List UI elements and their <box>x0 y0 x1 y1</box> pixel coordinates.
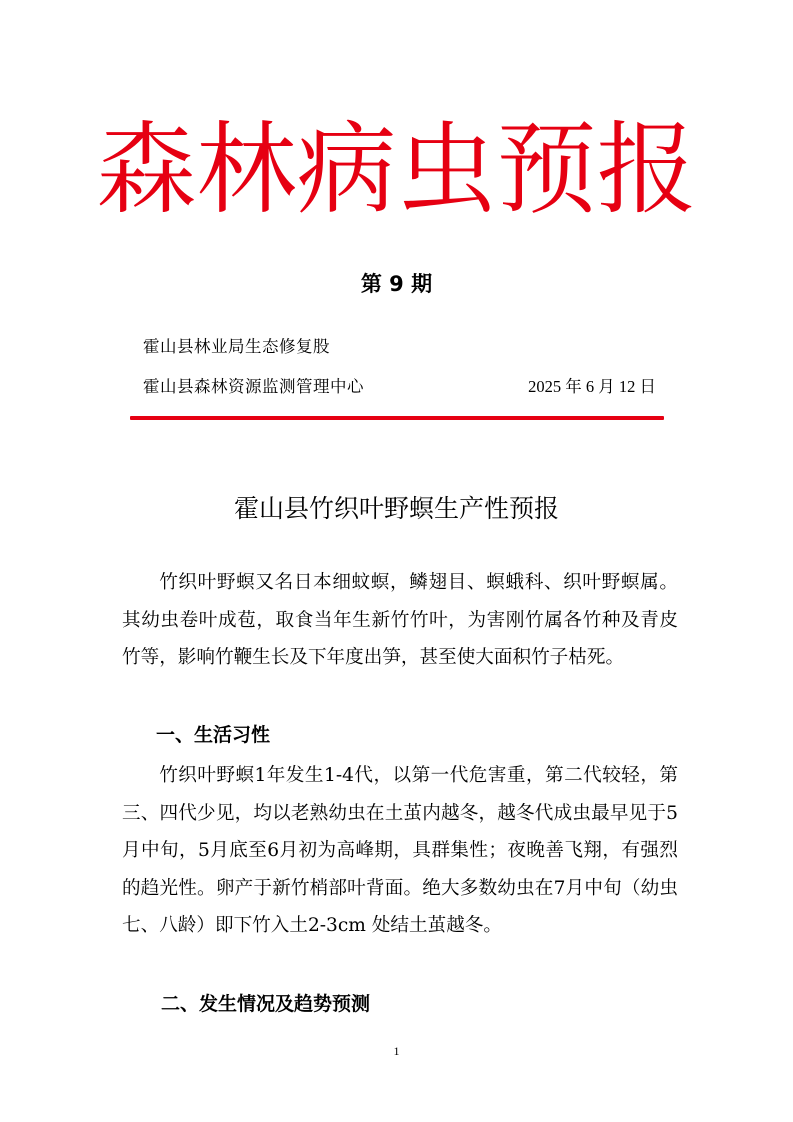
masthead-title: 森林病虫预报 <box>96 111 697 228</box>
page-number: 1 <box>393 1044 400 1058</box>
intro-paragraph: 竹织叶野螟又名日本细蚊螟，鳞翅目、螟蛾科、织叶野螟属。其幼虫卷叶成苞，取食当年生新竹竹叶，为害刚竹属各竹种及青皮竹等，影响竹鞭生长及下年度出笋，甚至使大面积竹子枯死。 <box>122 572 678 668</box>
red-divider-line <box>130 416 664 420</box>
issue-date: 2025 年 6 月 12 日 <box>528 377 656 396</box>
habits-paragraph: 竹织叶野螟1年发生1-4代，以第一代危害重，第二代较轻，第三、四代少见，均以老熟幼虫在土茧内越冬，越冬代成虫最早见于5月中旬，5月底至6月初为高峰期，具群集性；夜晚善飞翔，有强烈的趋光性。卵产于新竹梢部叶背面。绝大多数幼虫在7月中旬（幼虫七、八龄）即下竹入土2-3cm 处结土茧越冬。 <box>122 765 678 936</box>
article-title: 霍山县竹织叶野螟生产性预报 <box>233 494 559 523</box>
issue-number: 第 9 期 <box>360 272 433 296</box>
issuer-monitoring-center: 霍山县森林资源监测管理中心 <box>143 377 364 396</box>
section-heading-habits: 一、生活习性 <box>156 724 271 746</box>
section-heading-forecast: 二、发生情况及趋势预测 <box>161 993 371 1015</box>
issuer-forestry-bureau: 霍山县林业局生态修复股 <box>143 337 330 356</box>
